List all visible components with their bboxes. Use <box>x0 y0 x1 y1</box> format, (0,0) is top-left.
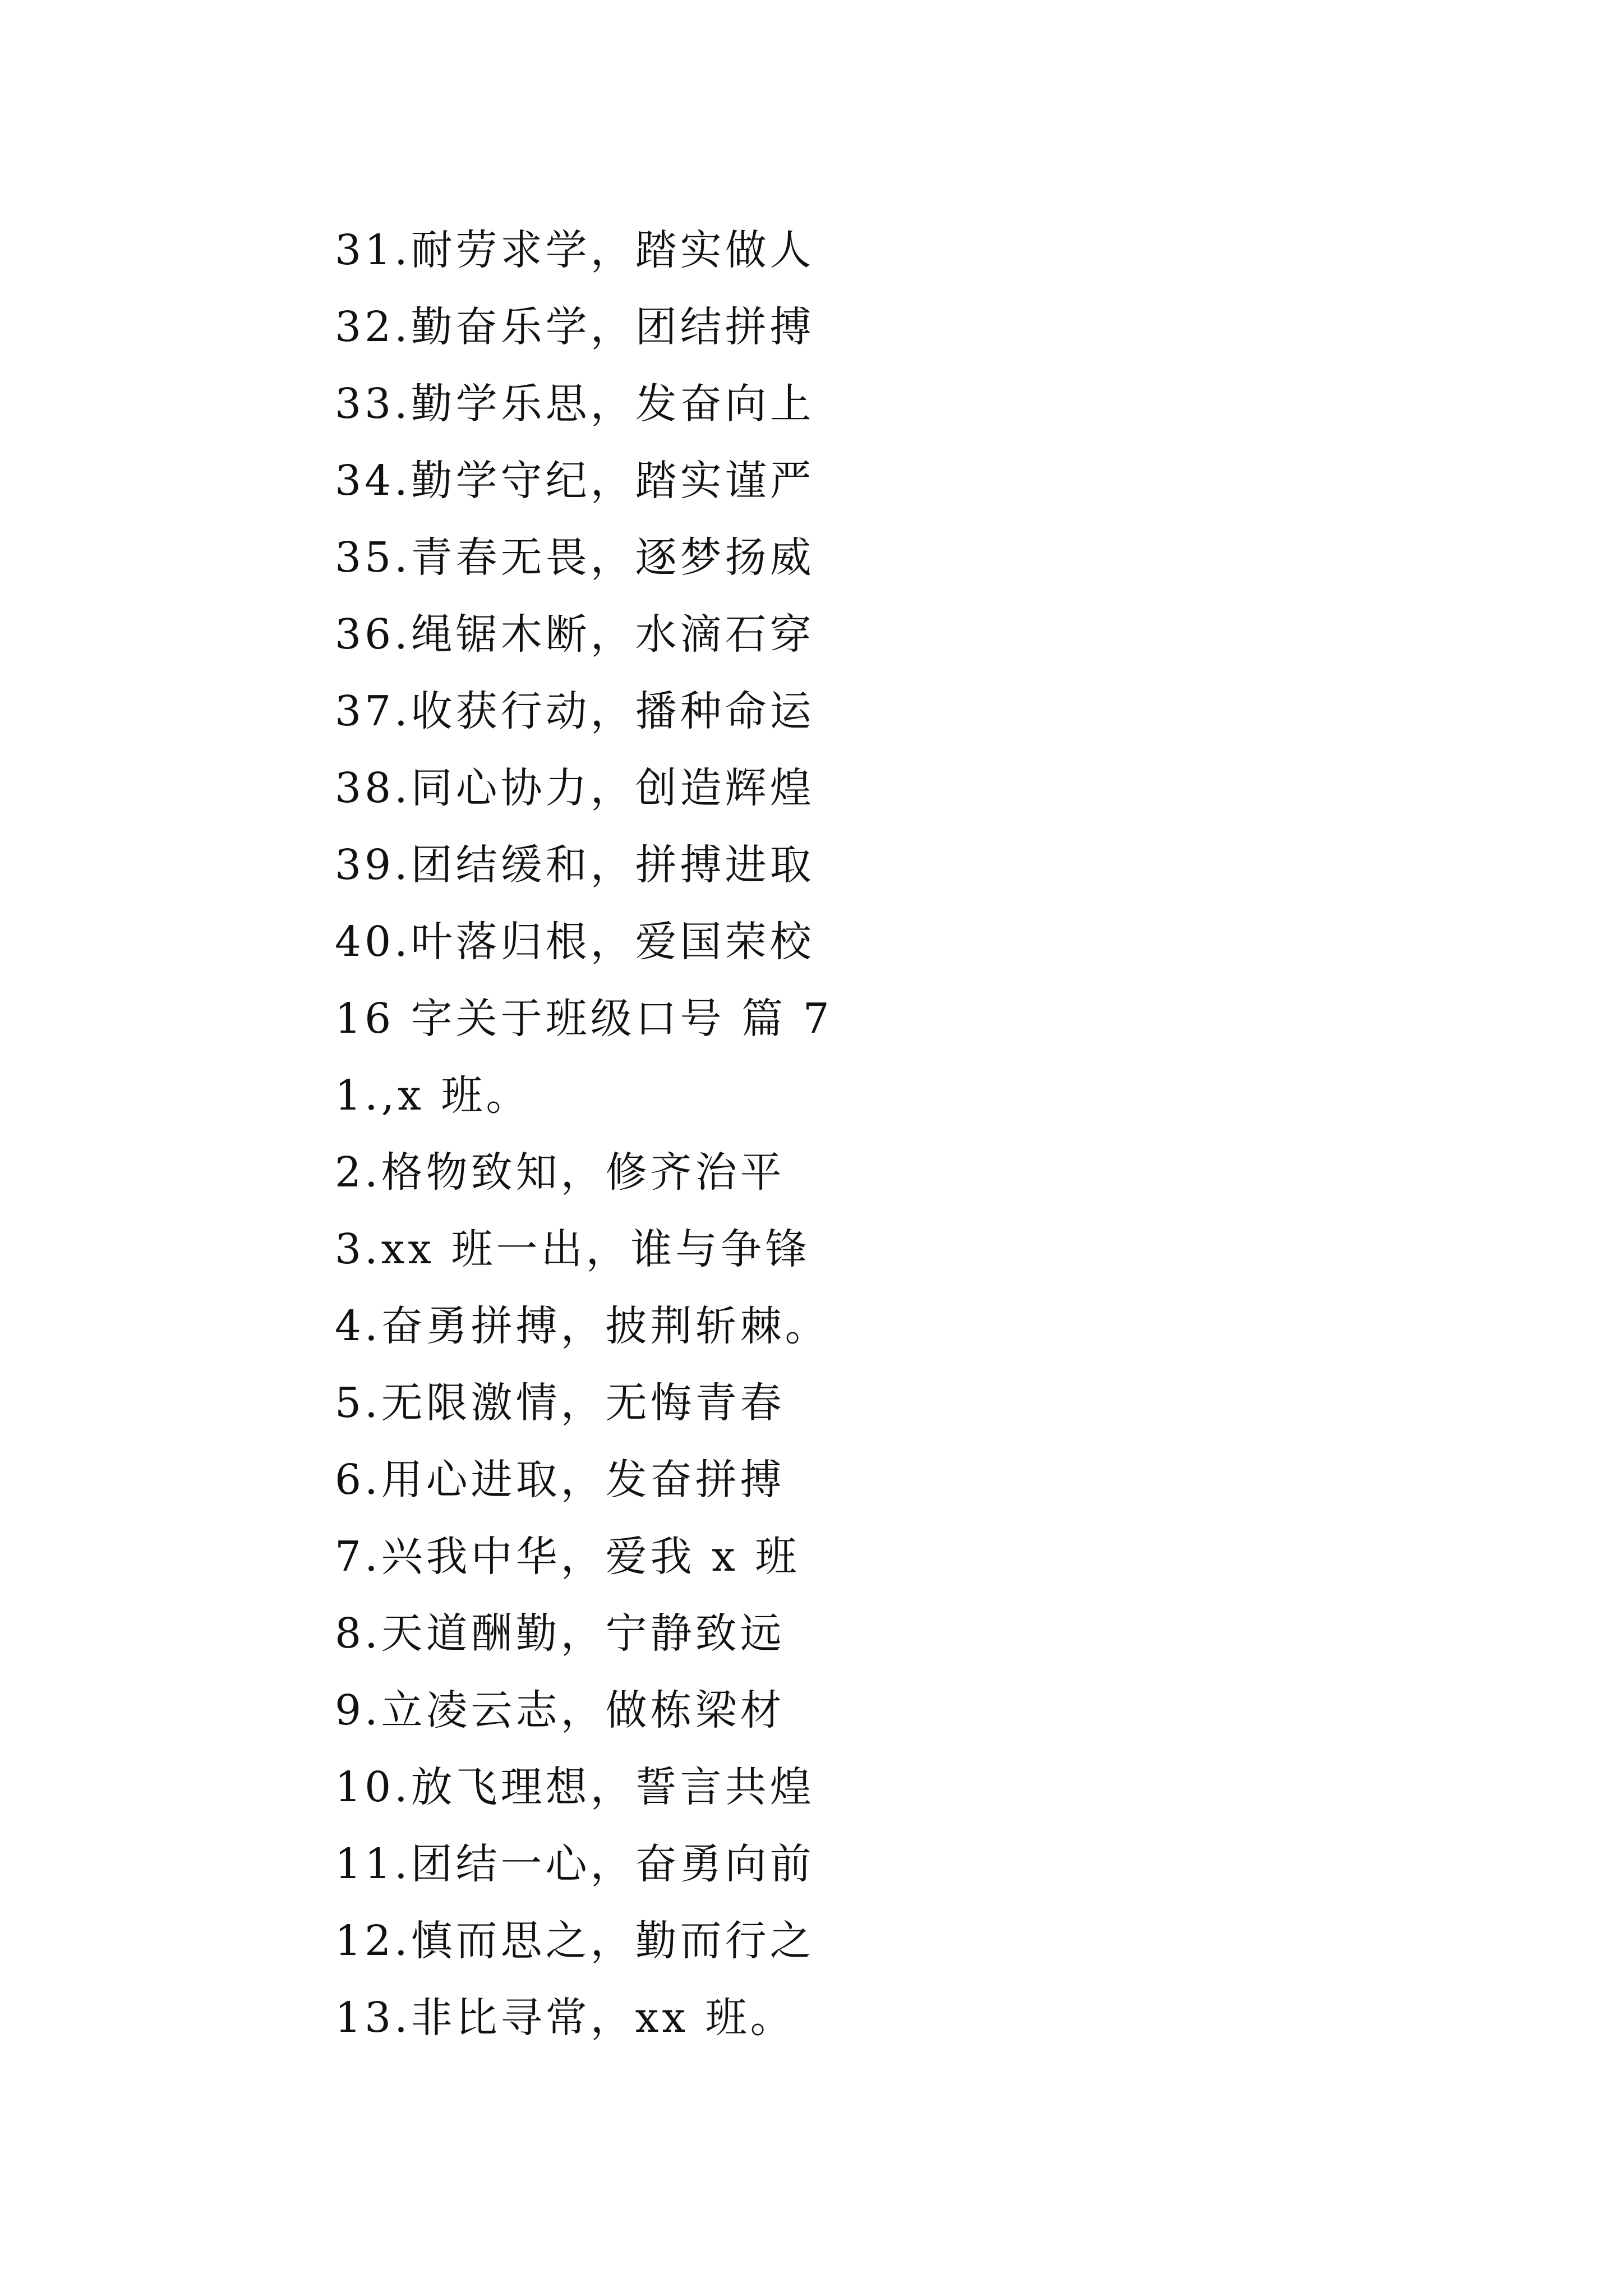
text-line: 3.xx 班一出，谁与争锋 <box>335 1225 810 1273</box>
text-line: 32.勤奋乐学，团结拼搏 <box>335 303 815 351</box>
text-line: 35.青春无畏，逐梦扬威 <box>335 533 815 582</box>
text-line: 4.奋勇拼搏，披荆斩棘。 <box>335 1302 830 1350</box>
text-line: 39.团结缓和，拼搏进取 <box>335 841 815 889</box>
text-line: 12.慎而思之，勤而行之 <box>335 1917 815 1965</box>
text-line: 38.同心协力，创造辉煌 <box>335 764 815 812</box>
text-line: 37.收获行动，播种命运 <box>335 687 815 735</box>
text-line: 31.耐劳求学，踏实做人 <box>335 226 815 274</box>
text-line: 33.勤学乐思，发奋向上 <box>335 380 815 428</box>
text-line: 1.,x 班。 <box>335 1071 531 1120</box>
text-line: 34.勤学守纪，踏实谨严 <box>335 457 815 505</box>
text-line: 7.兴我中华，爱我 x 班 <box>335 1533 800 1581</box>
text-line: 36.绳锯木断，水滴石穿 <box>335 610 815 659</box>
text-line: 13.非比寻常，xx 班。 <box>335 1994 795 2042</box>
text-line: 5.无限激情，无悔青春 <box>335 1379 785 1427</box>
text-line: 11.团结一心，奋勇向前 <box>335 1840 815 1888</box>
text-line: 9.立凌云志，做栋梁材 <box>335 1686 785 1734</box>
section-heading: 16 字关于班级口号 篇 7 <box>335 995 833 1043</box>
text-line: 2.格物致知，修齐治平 <box>335 1148 785 1197</box>
text-line: 6.用心进取，发奋拼搏 <box>335 1456 785 1504</box>
text-line: 8.天道酬勤，宁静致远 <box>335 1609 785 1658</box>
document-body <box>335 212 1456 2056</box>
text-line: 10.放飞理想，誓言共煌 <box>335 1763 815 1811</box>
text-line: 40.叶落归根，爱国荣校 <box>335 918 815 966</box>
